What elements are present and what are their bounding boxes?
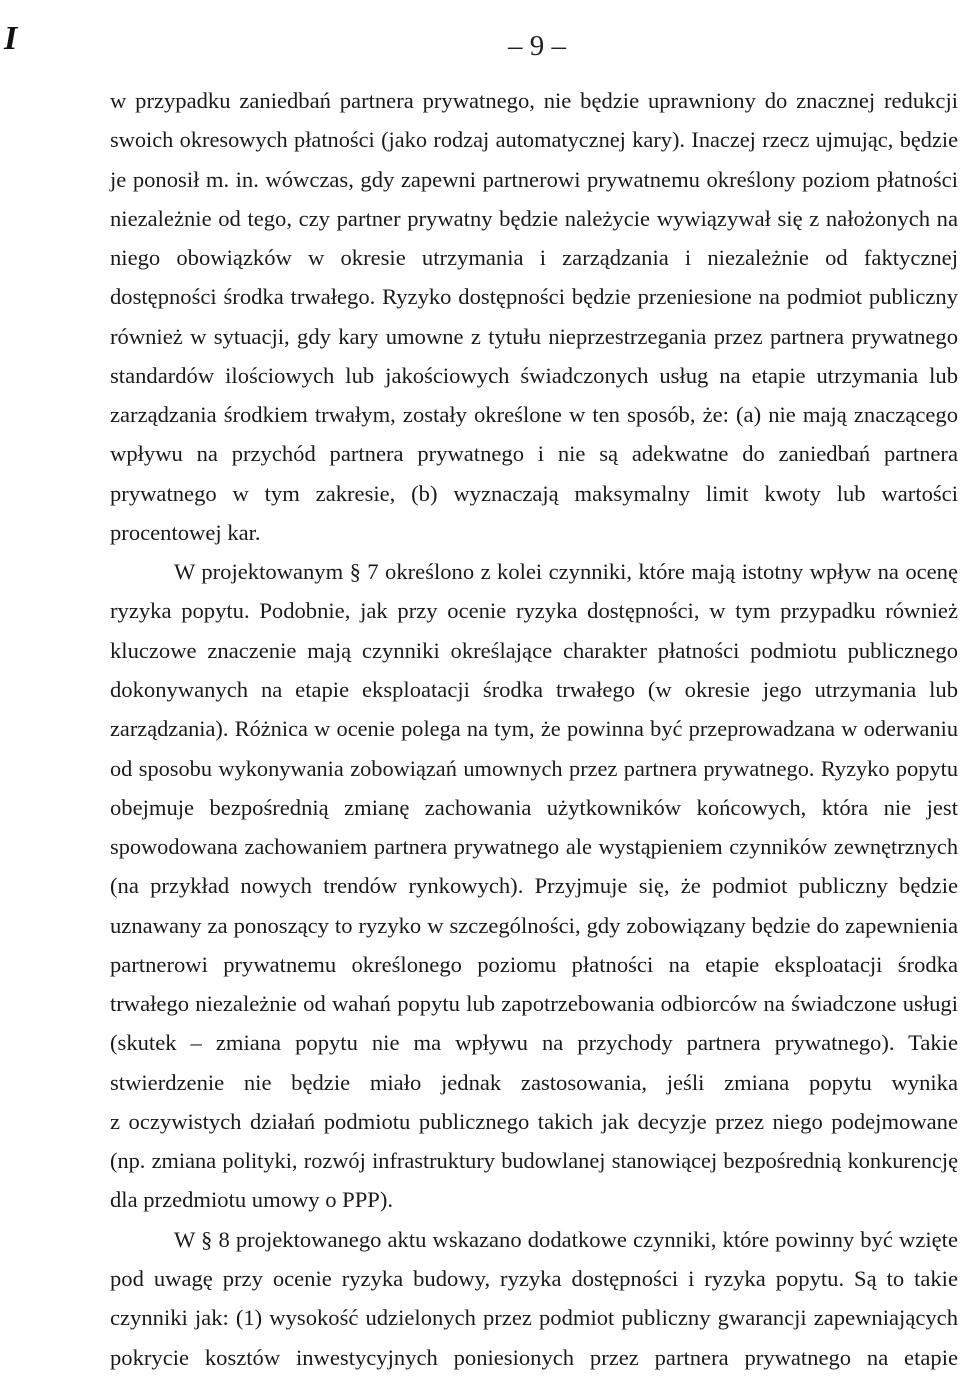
body-text — [110, 81, 958, 1377]
text-line: czynniki jak: (1) wysokość udzielonych przez podmiot publiczny gwarancji zapewniających — [110, 1305, 958, 1331]
text-line: obejmuje bezpośrednią zmianę zachowania użytkowników końcowych, która nie jest — [110, 794, 958, 820]
text-line: również w sytuacji, gdy kary umowne z tytułu nieprzestrzegania przez partnera prywatnego — [110, 323, 958, 349]
text-line: swoich okresowych płatności (jako rodzaj automatycznej kary). Inaczej rzecz ujmując, będzie — [110, 127, 958, 153]
text-line: (na przykład nowych trendów rynkowych). Przyjmuje się, że podmiot publiczny będzie — [110, 873, 958, 899]
text-line: je ponosił m. in. wówczas, gdy zapewni partnerowi prywatnemu określony poziom płatności — [110, 166, 958, 192]
page-number: – 9 – — [508, 30, 566, 62]
text-line: procentowej kar. — [110, 519, 261, 545]
text-line: pod uwagę przy ocenie ryzyka budowy, ryzyka dostępności i ryzyka popytu. Są to takie — [110, 1265, 958, 1291]
text-line: niego obowiązków w okresie utrzymania i zarządzania i niezależnie od faktycznej — [110, 245, 958, 271]
text-line: niezależnie od tego, czy partner prywatny będzie należycie wywiązywał się z nałożonych na — [110, 205, 958, 231]
text-line: od sposobu wykonywania zobowiązań umownych przez partnera prywatnego. Ryzyko popytu — [110, 755, 958, 781]
text-line: uznawany za ponoszący to ryzyko w szczególności, gdy zobowiązany będzie do zapewnienia — [110, 912, 958, 938]
text-line: z oczywistych działań podmiotu publicznego takich jak decyzje przez niego podejmowane — [110, 1108, 958, 1134]
text-line: standardów ilościowych lub jakościowych świadczonych usług na etapie utrzymania lub — [110, 362, 958, 388]
text-line: W projektowanym § 7 określono z kolei czynniki, które mają istotny wpływ na ocenę — [174, 559, 958, 585]
text-line: zarządzania środkiem trwałym, zostały określone w ten sposób, że: (a) nie mają znaczącego — [110, 402, 958, 428]
text-line: w przypadku zaniedbań partnera prywatnego, nie będzie uprawniony do znacznej redukcji — [110, 88, 958, 113]
text-line: dokonywanych na etapie eksploatacji środka trwałego (w okresie jego utrzymania lub — [110, 676, 958, 702]
text-line: pokrycie kosztów inwestycyjnych poniesionych przez partnera prywatnego na etapie — [110, 1344, 958, 1370]
text-line: partnerowi prywatnemu określonego poziomu płatności na etapie eksploatacji środka — [110, 951, 958, 977]
text-line: dostępności środka trwałego. Ryzyko dostępności będzie przeniesione na podmiot publiczny — [110, 284, 958, 310]
text-line: (np. zmiana polityki, rozwój infrastruktury budowlanej stanowiącej bezpośrednią konkurencję — [110, 1148, 958, 1174]
text-line: dla przedmiotu umowy o PPP). — [110, 1187, 394, 1213]
text-line: zarządzania). Różnica w ocenie polega na tym, że powinna być przeprowadzana w oderwaniu — [110, 716, 958, 742]
text-line: kluczowe znaczenie mają czynniki określające charakter płatności podmiotu publicznego — [110, 637, 958, 663]
margin-mark: I — [4, 20, 18, 57]
text-line: ryzyka popytu. Podobnie, jak przy ocenie ryzyka dostępności, w tym przypadku również — [110, 598, 958, 624]
text-line: trwałego niezależnie od wahań popytu lub zapotrzebowania odbiorców na świadczone usługi — [110, 991, 958, 1017]
text-line: stwierdzenie nie będzie miało jednak zastosowania, jeśli zmiana popytu wynika — [110, 1069, 958, 1095]
text-line: spowodowana zachowaniem partnera prywatnego ale wystąpieniem czynników zewnętrznych — [110, 834, 958, 860]
text-line: (skutek – zmiana popytu nie ma wpływu na przychody partnera prywatnego). Takie — [110, 1030, 958, 1056]
text-line: wpływu na przychód partnera prywatnego i nie są adekwatne do zaniedbań partnera — [110, 441, 958, 467]
text-line: W § 8 projektowanego aktu wskazano dodatkowe czynniki, które powinny być wzięte — [174, 1226, 958, 1252]
text-line: prywatnego w tym zakresie, (b) wyznaczają maksymalny limit kwoty lub wartości — [110, 480, 958, 506]
